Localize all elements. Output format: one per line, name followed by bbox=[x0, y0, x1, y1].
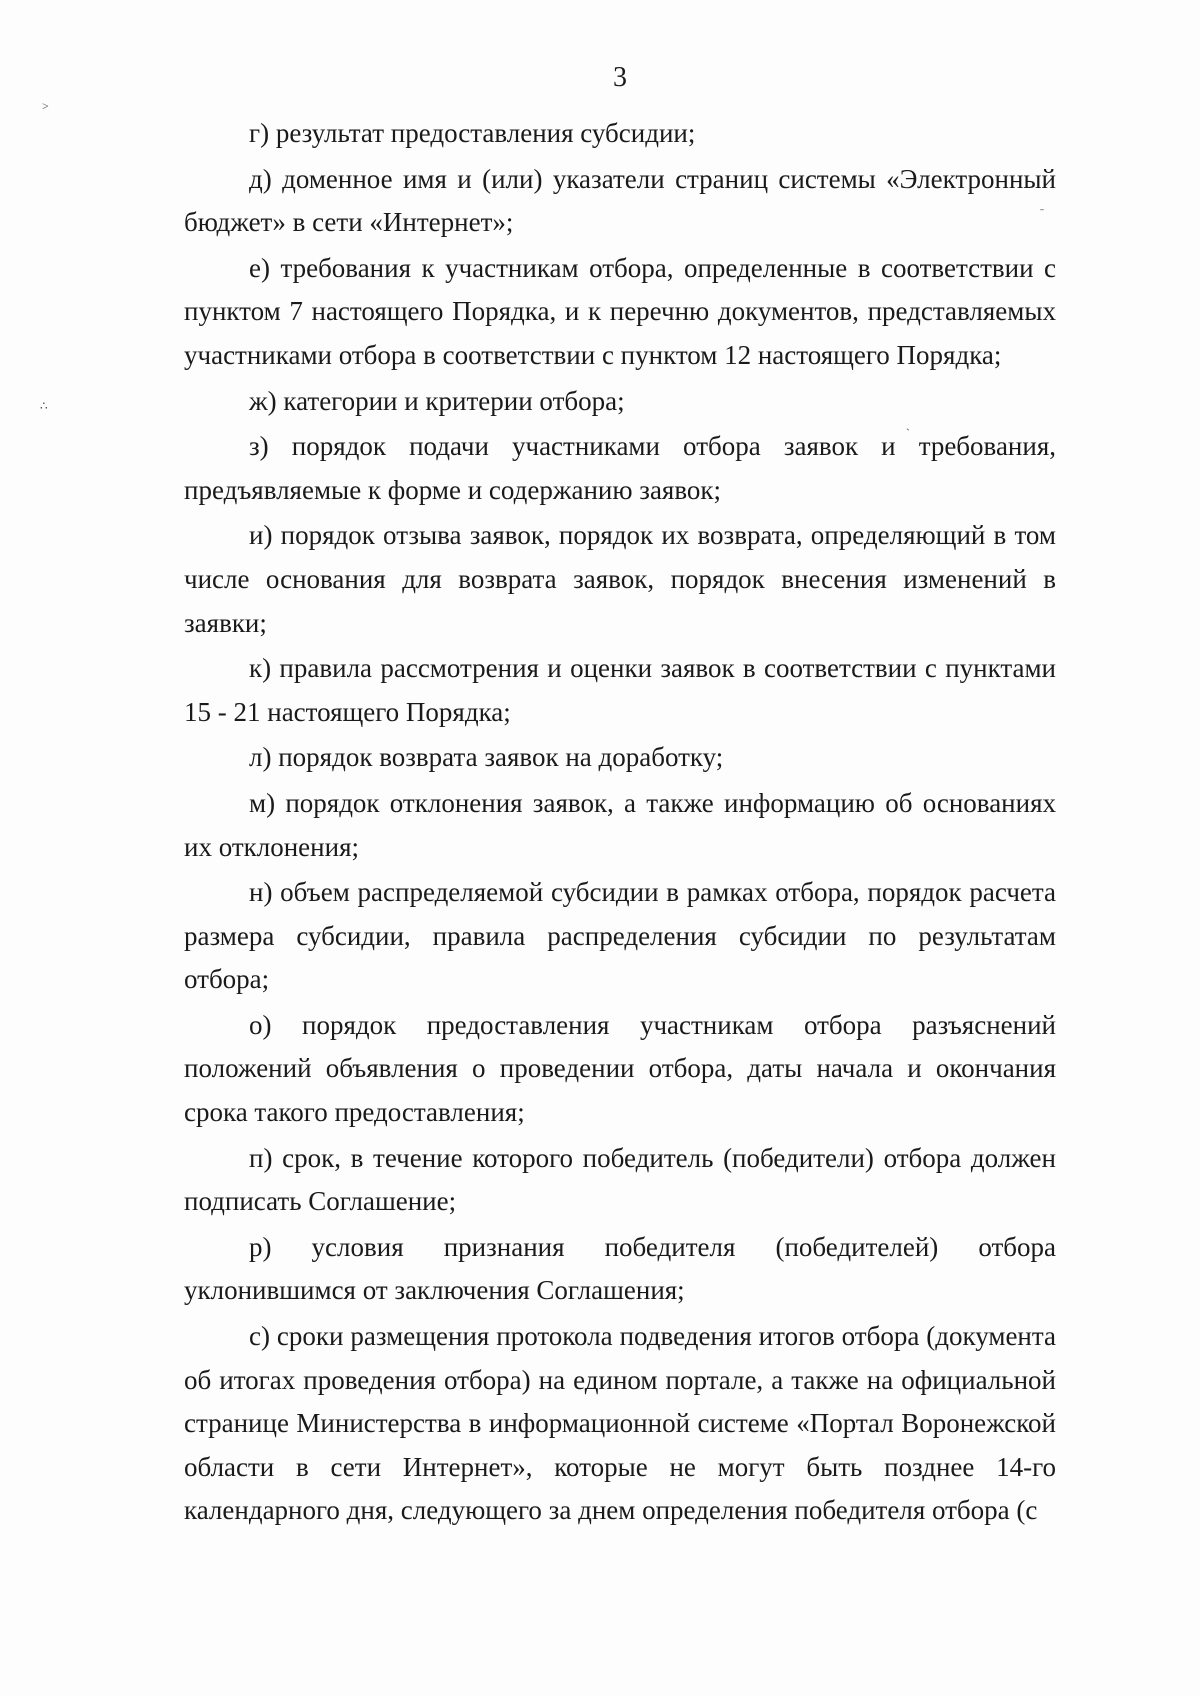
list-item: г) результат предоставления субсидии; bbox=[249, 118, 696, 148]
list-item: н) объем распределяемой субсидии в рамках отбора, порядок расчета размера субсидии, правила распределения субсидии по результатам отбора; bbox=[184, 877, 1056, 995]
list-item: и) порядок отзыва заявок, порядок их возврата, определяющий в том числе основания для возврата заявок, порядок внесения изменений в заявки; bbox=[184, 520, 1056, 638]
list-item: п) срок, в течение которого победитель (победители) отбора должен подписать Соглашение; bbox=[184, 1142, 1056, 1217]
scan-speck: ˎ bbox=[906, 417, 910, 431]
list-item: о) порядок предоставления участникам отбора разъяснений положений объявления о проведении отбора, даты начала и окончания срока такого предоставления; bbox=[184, 1009, 1056, 1128]
list-item: д) доменное имя и (или) указатели страниц системы «Электронный бюджет» в сети «Интернет»; bbox=[184, 163, 1056, 238]
list-item: р) условия признания победителя (победителей) отбора уклонившимся от заключения Соглашения; bbox=[184, 1231, 1056, 1306]
list-item: с) сроки размещения протокола подведения итогов отбора (документа об итогах проведения отбора) на едином портале, а также на официальной странице Министерства в информационной системе «Портал Воронежской области в сети Интернет», которые не могут быть позднее 14-го календарного дня, следующего за днем определения победителя отбора (с bbox=[184, 1321, 1056, 1526]
document-body bbox=[184, 112, 1056, 1533]
list-item: з) порядок подачи участниками отбора заявок и требования, предъявляемые к форме и содержанию заявок; bbox=[184, 431, 1056, 505]
list-item: ж) категории и критерии отбора; bbox=[249, 385, 625, 416]
list-item: к) правила рассмотрения и оценки заявок в соответствии с пунктами 15 - 21 настоящего Порядка; bbox=[184, 653, 1056, 727]
list-item: е) требования к участникам отбора, определенные в соответствии с пунктом 7 настоящего Порядка, и к перечню документов, представляемых участниками отбора в соответствии с пунктом 12 настоящего Порядка; bbox=[184, 252, 1056, 370]
scan-speck: ˃ bbox=[42, 99, 49, 113]
scan-speck: ∴ bbox=[40, 399, 48, 413]
scan-speck: ˗ bbox=[1040, 201, 1044, 215]
list-item: м) порядок отклонения заявок, а также информацию об основаниях их отклонения; bbox=[184, 787, 1056, 862]
page-number: 3 bbox=[613, 62, 627, 93]
list-item: л) порядок возврата заявок на доработку; bbox=[249, 742, 724, 773]
